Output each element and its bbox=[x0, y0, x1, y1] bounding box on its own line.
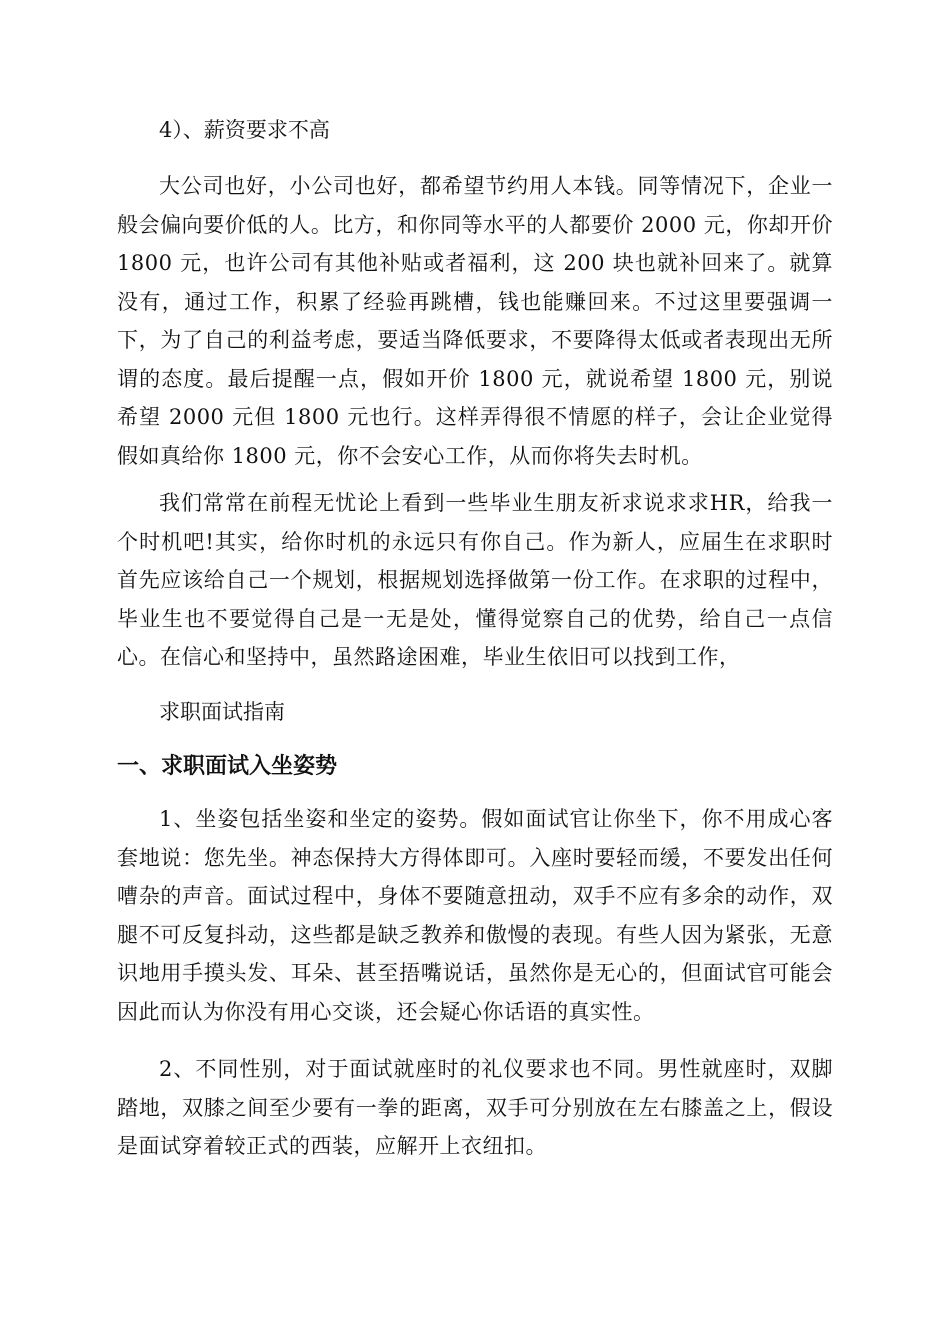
point2-paragraph: 2、不同性别，对于面试就座时的礼仪要求也不同。男性就座时，双脚踏地，双膝之间至少要有一拳的距离，双手可分别放在左右膝盖之上，假设是面试穿着较正式的西装，应解开上衣纽扣。 bbox=[117, 1057, 833, 1158]
section-heading-sitting-posture: 一、求职面试入坐姿势 bbox=[117, 754, 338, 779]
point1-paragraph: 1、坐姿包括坐姿和坐定的姿势。假如面试官让你坐下，你不用成心客套地说：您先坐。神态保持大方得体即可。入座时要轻而缓，不要发出任何嘈杂的声音。面试过程中，身体不要随意扭动，双手不应有多余的动作，双腿不可反复抖动，这些都是缺乏教养和傲慢的表现。有些人因为紧张，无意识地用手摸头发、耳朵、甚至捂嘴说话，虽然你是无心的，但面试官可能会因此而认为你没有用心交谈，还会疑心你话语的真实性。 bbox=[117, 807, 833, 1024]
guide-title: 求职面试指南 bbox=[159, 700, 285, 724]
salary-paragraph: 大公司也好，小公司也好，都希望节约用人本钱。同等情况下，企业一般会偏向要价低的人。比方，和你同等水平的人都要价 2000 元，你却开价 1800 元，也许公司有其他补贴或者福利，这 200 块也就补回来了。就算没有，通过工作，积累了经验再跳槽，钱也能赚回来。不过这里要强调一下，为了自己的利益考虑，要适当降低要求，不要降得太低或者表现出无所谓的态度。最后提醒一点，假如开价 1800 元，就说希望 1800 元，别说希望 2000 元但 1800 元也行。这样弄得很不情愿的样子，会让企业觉得假如真给你 1800 元，你不会安心工作，从而你将失去时机。 bbox=[117, 174, 833, 468]
salary-item-title: 4）、薪资要求不高 bbox=[159, 118, 330, 142]
confidence-paragraph: 我们常常在前程无忧论上看到一些毕业生朋友祈求说求求HR，给我一个时机吧!其实，给你时机的永远只有你自己。作为新人，应届生在求职时首先应该给自己一个规划，根据规划选择做第一份工作。在求职的过程中，毕业生也不要觉得自己是一无是处，懂得觉察自己的优势，给自己一点信心。在信心和坚持中，虽然路途困难，毕业生依旧可以找到工作， bbox=[117, 491, 833, 669]
